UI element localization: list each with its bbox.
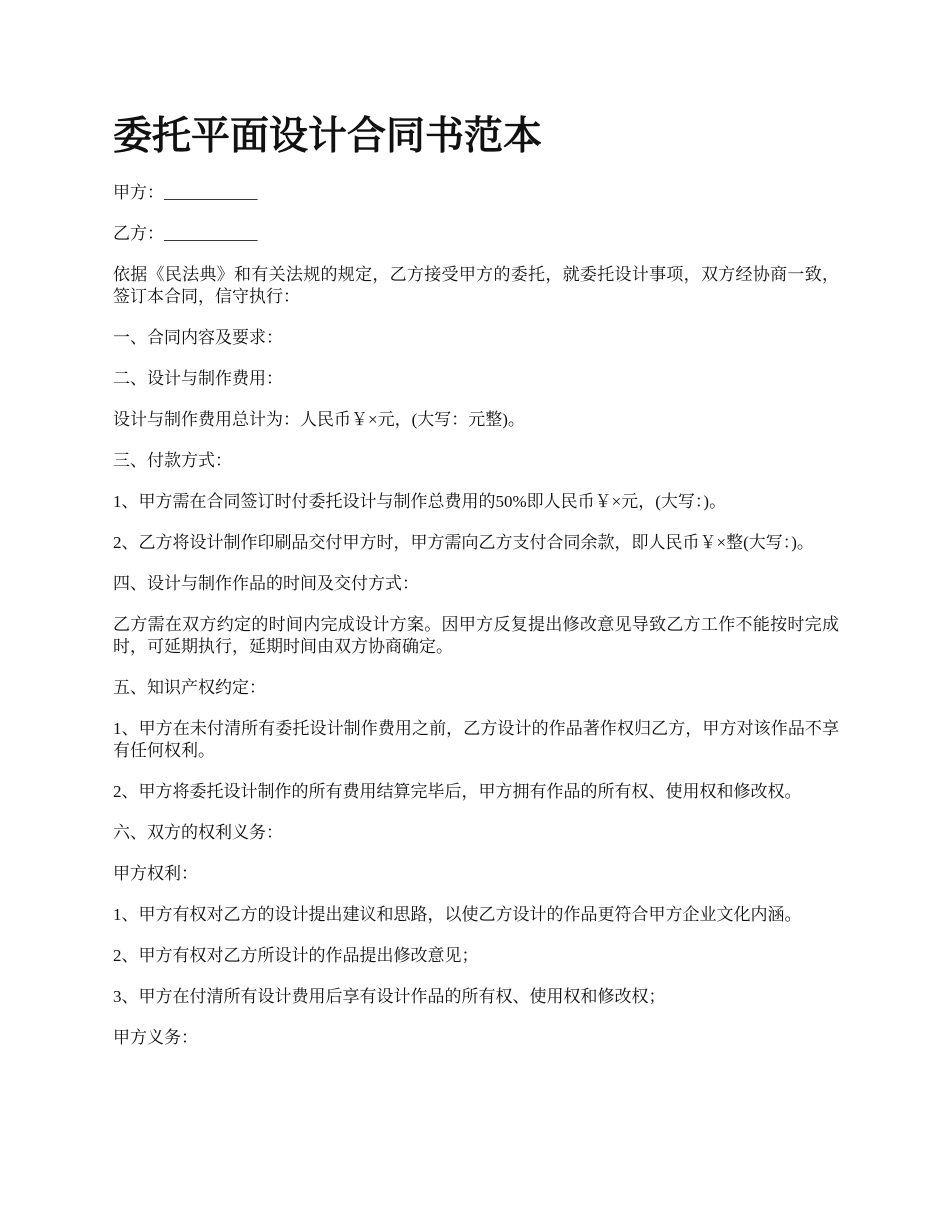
section-heading: 一、合同内容及要求： [113,328,283,347]
preamble-paragraph: 依据《民法典》和有关法规的规定，乙方接受甲方的委托，就委托设计事项，双方经协商一致，签订本合同，信守执行： [113,265,839,306]
body-paragraph: 1、甲方在未付清所有委托设计制作费用之前，乙方设计的作品著作权归乙方，甲方对该作品不享有任何权利。 [113,719,839,760]
body-paragraph: 1、甲方有权对乙方的设计提出建议和思路，以使乙方设计的作品更符合甲方企业文化内涵。 [113,905,802,924]
body-paragraph: 乙方需在双方约定的时间内完成设计方案。因甲方反复提出修改意见导致乙方工作不能按时完成时，可延期执行，延期时间由双方协商确定。 [113,615,839,656]
document-page [113,110,839,1049]
body-paragraph: 2、甲方有权对乙方所设计的作品提出修改意见； [113,946,479,965]
document-title: 委托平面设计合同书范本 [113,113,543,159]
section-heading: 五、知识产权约定： [113,678,266,697]
party-b-line: 乙方：___________ [113,224,258,243]
body-paragraph: 3、甲方在付清所有设计费用后享有设计作品的所有权、使用权和修改权； [113,987,666,1006]
body-paragraph: 设计与制作费用总计为：人民币￥×元，(大写：元整)。 [113,410,525,429]
section-heading: 三、付款方式： [113,451,232,470]
subsection-heading: 甲方权利： [113,864,198,883]
subsection-heading: 甲方义务： [113,1028,198,1047]
party-a-line: 甲方：___________ [113,183,258,202]
section-heading: 二、设计与制作费用： [113,369,283,388]
body-paragraph: 2、乙方将设计制作印刷品交付甲方时，甲方需向乙方支付合同余款，即人民币￥×整(大写：)。 [113,533,814,552]
section-heading: 六、双方的权利义务： [113,823,283,842]
body-paragraph: 2、甲方将委托设计制作的所有费用结算完毕后，甲方拥有作品的所有权、使用权和修改权。 [113,782,802,801]
section-heading: 四、设计与制作作品的时间及交付方式： [113,574,419,593]
body-paragraph: 1、甲方需在合同签订时付委托设计与制作总费用的50%即人民币￥×元，(大写：)。 [113,492,727,511]
